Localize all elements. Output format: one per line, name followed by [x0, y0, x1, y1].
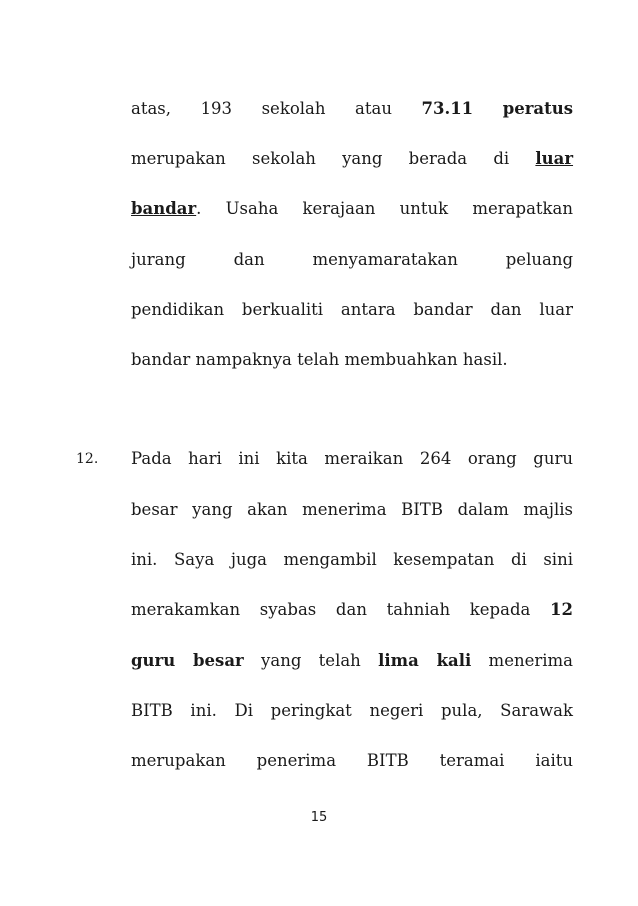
text-line: ini. Saya juga mengambil kesempatan di sini — [131, 550, 573, 569]
text-segment: yang telah — [261, 651, 361, 670]
text-line — [131, 97, 573, 121]
word: peluang — [505, 250, 574, 269]
paragraph-number: 12. — [76, 451, 99, 467]
word: BITB — [366, 751, 409, 770]
word: dan — [233, 250, 265, 269]
text-line: bandar nampaknya telah membuahkan hasil. — [131, 350, 508, 369]
word: menyamaratakan — [312, 250, 458, 269]
word: atas, — [131, 99, 172, 118]
bold-underlined-word: luar — [535, 149, 574, 168]
bold-word: 12 — [550, 600, 573, 619]
word: 193 — [200, 99, 233, 118]
word: merupakan — [131, 751, 226, 770]
word: jurang — [131, 250, 186, 269]
word: berada — [408, 149, 468, 168]
text-line — [131, 598, 573, 622]
text-line — [131, 147, 573, 171]
bold-word: peratus — [502, 99, 574, 118]
text-line: BITB ini. Di peringkat negeri pula, Sarawak — [131, 701, 573, 720]
word: menerima — [488, 651, 573, 670]
text-line: pendidikan berkualiti antara bandar dan luar — [131, 300, 573, 319]
bold-underlined-word: bandar — [131, 199, 197, 218]
word: Usaha — [225, 199, 279, 218]
word: iaitu — [535, 751, 573, 770]
word: teramai — [439, 751, 505, 770]
bold-word: 73.11 — [421, 99, 474, 118]
text-line — [131, 248, 573, 272]
text-segment: merakamkan syabas dan tahniah kepada — [131, 600, 531, 619]
word: di — [493, 149, 510, 168]
word: yang — [342, 149, 383, 168]
text-line — [131, 197, 573, 221]
text-line: Pada hari ini kita meraikan 264 orang guru — [131, 449, 573, 468]
word: sekolah — [261, 99, 326, 118]
text-line — [131, 649, 573, 673]
punctuation: . — [196, 199, 202, 218]
word: untuk — [399, 199, 449, 218]
word: atau — [355, 99, 392, 118]
word: merapatkan — [472, 199, 574, 218]
text-line — [131, 749, 573, 773]
word: penerima — [256, 751, 337, 770]
text-line: besar yang akan menerima BITB dalam majlis — [131, 500, 573, 519]
word: merupakan — [131, 149, 226, 168]
word: kerajaan — [302, 199, 376, 218]
page-number: 15 — [310, 810, 328, 825]
bold-phrase: lima kali — [378, 651, 472, 670]
bold-phrase: guru besar — [131, 651, 244, 670]
word: sekolah — [252, 149, 316, 168]
